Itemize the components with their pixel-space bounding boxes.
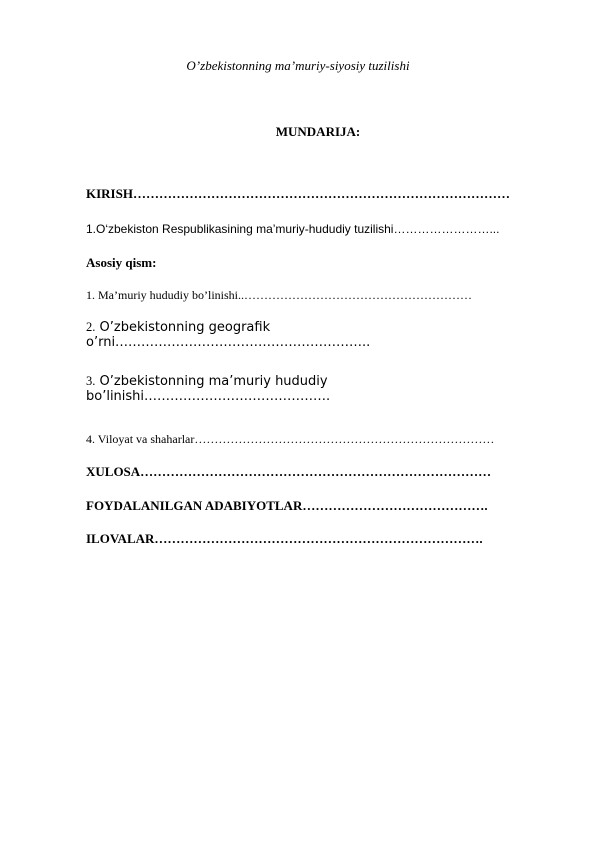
toc-entry-mamuriy-bolinishi: 1. Ma’muriy hududiy bo’linishi..………………………………………………… (86, 288, 472, 302)
document-header-title: O’zbekistonning ma’muriy-siyosiy tuzilishi (186, 58, 410, 73)
toc-entry-hududiy-bolinishi (86, 374, 330, 404)
toc-entry-viloyat-shaharlar: 4. Viloyat va shaharlar………………………………………………………………… (86, 432, 495, 446)
toc-entry-number: 3. (86, 374, 96, 388)
toc-entry-asosiy-qism: Asosiy qism: (86, 255, 157, 270)
toc-entry-geografik-orni (86, 320, 370, 350)
contents-heading: MUNDARIJA: (275, 124, 361, 139)
toc-entry-line: O’zbekistonning ma’muriy hududiy (95, 374, 328, 389)
toc-entry-number: 2. (86, 320, 96, 334)
toc-entry-ilovalar: ILOVALAR…………………………………………………………………. (86, 531, 483, 546)
toc-entry-tuzilishi: 1.O‘zbekiston Respublikasining ma’muriy-hududiy tuzilishi……………………... (86, 222, 500, 236)
toc-entry-line: O’zbekistonning geografik (95, 320, 271, 335)
toc-entry-line: bo’linishi……………………………………. (86, 389, 331, 404)
toc-entry-foydalanilgan-adabiyotlar: FOYDALANILGAN ADABIYOTLAR……………………………………. (86, 498, 488, 513)
toc-entry-kirish: KIRISH…………………………………………………………………………… (86, 186, 510, 201)
toc-entry-line: o’rni………………………………………………….. (86, 335, 371, 350)
toc-entry-xulosa: XULOSA……………………………………………………………………… (86, 464, 492, 479)
